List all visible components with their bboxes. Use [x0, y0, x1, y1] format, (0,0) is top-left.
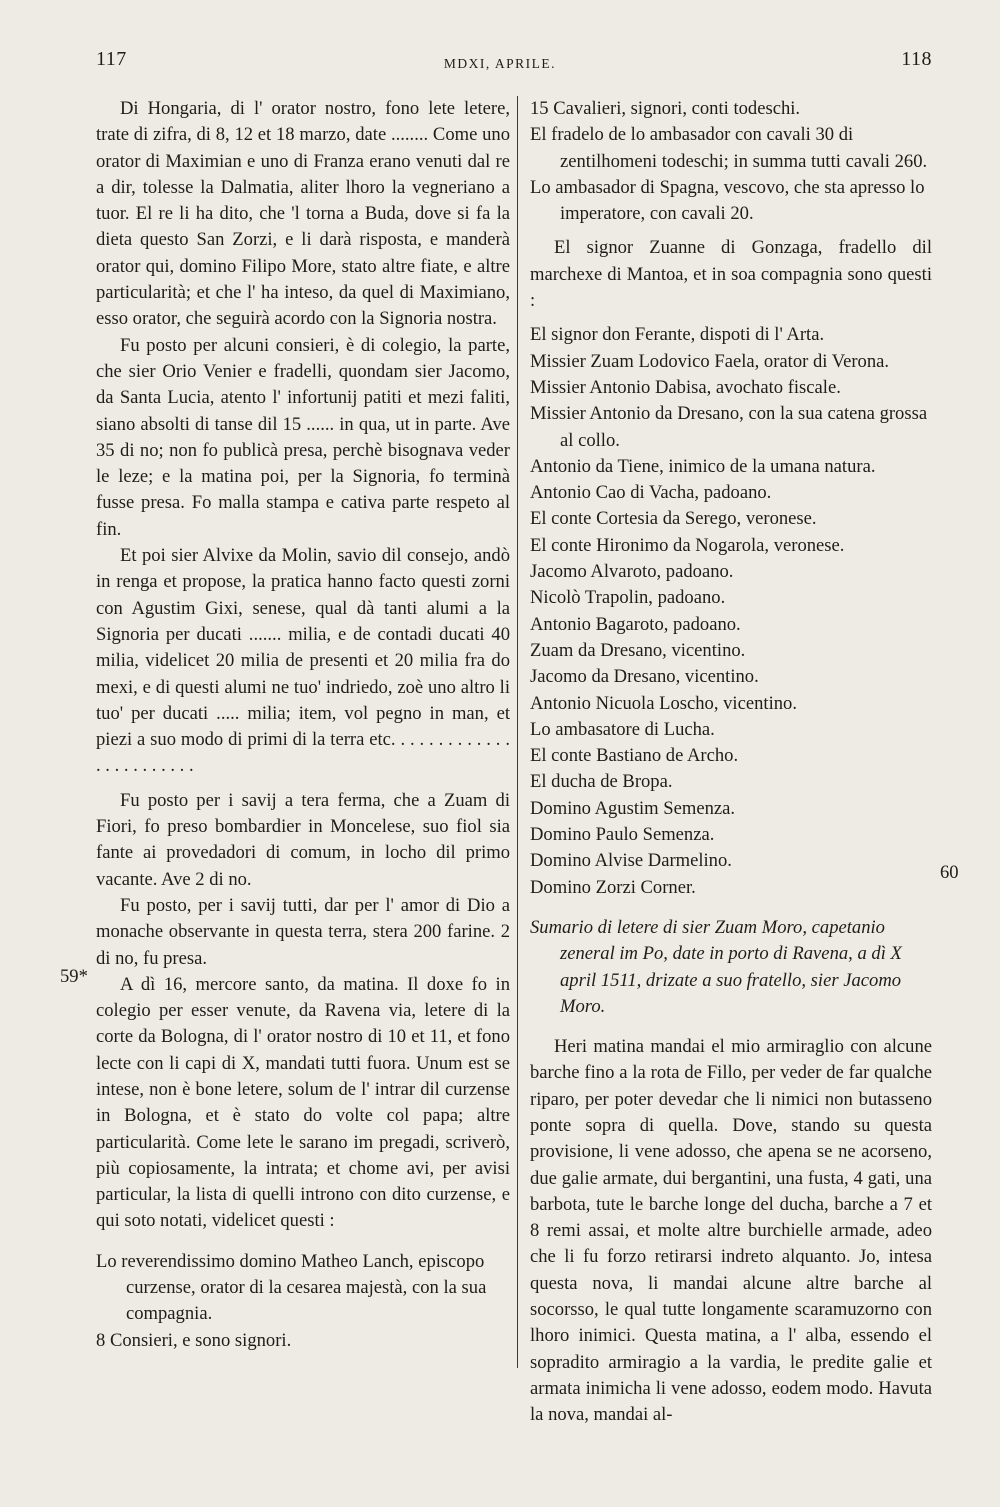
paragraph-gonzaga: El signor Zuanne di Gonzaga, fradello dil marchexe di Mantoa, et in soa compagnia sono questi :	[530, 237, 932, 312]
paragraph-letter: Heri matina mandai el mio armiraglio con alcune barche fino a la rota de Fillo, per veder de far qualche riparo, per poter devedar che li nimici non butasseno ponte sopra di quella. Dove, stando su questa provisione, li vene adosso, che apena se ne acorseno, due galie armate, dui bergantini, una fusta, 4 gati, una barbota, tute le barche longe del ducha, barche a 7 et 8 remi assai, et molte altre burchielle armade, adeo che li fu forzo retirarsi indreto alquanto. Jo, intesa questa nova, li mandai alcune altre barche al socorsso, le qual tutte longamente scaramuzorno con lhoro inimici. Questa matina, a l' alba, essendo el sopradito armiragio a la vardia, le predite galie et armata inimicha li vene adosso, eodem modo. Havuta la nova, mandai al-	[530, 1036, 932, 1426]
list-item: Missier Antonio da Dresano, con la sua catena grossa al collo.	[530, 403, 928, 451]
list-item: Antonio Cao di Vacha, padoano.	[530, 482, 772, 504]
column-divider	[517, 96, 518, 1368]
list-item: Missier Zuam Lodovico Faela, orator di Verona.	[530, 350, 890, 372]
list-item: Missier Antonio Dabisa, avochato fiscale.	[530, 376, 841, 398]
left-column	[96, 96, 510, 1354]
paragraph-mercore-santo: A dì 16, mercore santo, da matina. Il doxe fo in colegio per esser venute, da Ravena via, letere di la corte da Bologna, di l' orator nostro di 10 et 11, et fono lecte con li capi di X, mandati tutti fuora. Unum est se intese, non è bone letere, solum de l' intrar dil curzense in Bologna, et è stato do volte col papa; altre particularità. Come lete le sarano im pregadi, scriverò, più copiosamente, la intrata; et chome avi, per avisi particular, la lista di quelli introno con dito curzense, e qui soto notati, videlicet questi :	[96, 973, 510, 1232]
list-item: Domino Alvise Darmelino.	[530, 850, 732, 872]
list-item: Jacomo da Dresano, vicentino.	[530, 666, 759, 688]
list-item: El signor don Ferante, dispoti di l' Arta.	[530, 324, 825, 346]
list-item-lanch: Lo reverendissimo domino Matheo Lanch, episcopo curzense, orator di la cesarea majestà, con la sua compagnia.	[96, 1250, 487, 1325]
list-item-consieri: 8 Consieri, e sono signori.	[96, 1329, 292, 1351]
paragraph-molin: Et poi sier Alvixe da Molin, savio dil consejo, andò in renga et propose, la pratica hanno facto questi zorni con Agustim Gixi, senese, qual dà tanti alumi a la Signoria per ducati ....... milia, e de contadi ducati 40 milia, videlicet 20 milia de presenti et 20 milia fra do mexi, e di questi alumi ne tuo' indriedo, zoè uno altro li tuo' per ducati ..... milia; item, vol pegno in man, et piezi a suo modo di primi di la terra etc. . . . . . . . . . . . . . . . . . . . . . . .	[96, 545, 510, 777]
right-column	[530, 96, 932, 1429]
list-item: Domino Agustim Semenza.	[530, 797, 736, 819]
list-item: Antonio da Tiene, inimico de la umana natura.	[530, 455, 876, 477]
paragraph-venier: Fu posto per alcuni consieri, è di colegio, la parte, che sier Orio Venier e fradelli, quondam sier Jacomo, da Santa Lucia, atento l' infortunij patiti et mezi faliti, siano absolti di tanse dil 15 ...... in qua, ut in parte. Ave 35 di no; non fo publicà presa, perchè bisognava veder le leze; e la matina poi, per la Signoria, fo terminà fusse presa. Fo malla stampa e cativa parte respeto al fin.	[96, 334, 510, 540]
list-item: El conte Hironimo da Nogarola, veronese.	[530, 534, 845, 556]
paragraph-monache: Fu posto, per i savij tutti, dar per l' amor di Dio a monache observante in questa terra, stera 200 farine. 2 di no, fu presa.	[96, 894, 510, 969]
list-item: Domino Paulo Semenza.	[530, 824, 715, 846]
paragraph-fiori: Fu posto per i savij a tera ferma, che a Zuam di Fiori, fo preso bombardier in Moncelese, suo fiol sia fante ai provedadori di comum, in locho dil primo vacante. Ave 2 di no.	[96, 789, 510, 890]
list-item: Domino Zorzi Corner.	[530, 876, 696, 898]
running-header: MDXI, APRILE.	[443, 56, 557, 71]
list-item: Antonio Bagaroto, padoano.	[530, 613, 741, 635]
margin-note-right: 60	[940, 862, 959, 883]
list-item: Zuam da Dresano, vicentino.	[530, 639, 746, 661]
paragraph-hongaria: Di Hongaria, di l' orator nostro, fono lete letere, trate di zifra, di 8, 12 et 18 marzo, date ........ Come uno orator di Maximian e uno di Franza erano venuti dal re a dir, tolesse la Dalmatia, aliter lhoro la vegneriano a tuor. El re li ha dito, che 'l torna a Buda, dove si fa la dieta questo San Zorzi, e li darà risposta, e manderà orator qui, domino Filipo More, stato altre fiate, e altre particularità; et che l' ha inteso, da quel di Maximiano, esso orator, che seguirà acordo con la Signoria nostra.	[96, 98, 510, 330]
page-number-left: 117	[96, 48, 127, 70]
list-item: El fradelo de lo ambasador con cavali 30 di zentilhomeni todeschi; in summa tutti cavali 260.	[530, 124, 928, 172]
page-number-right: 118	[901, 48, 932, 70]
list-item: El conte Cortesia da Serego, veronese.	[530, 508, 817, 530]
summary-title: Sumario di letere di sier Zuam Moro, capetanio zeneral im Po, date in porto di Ravena, a dì X april 1511, drizate a suo fratello, sier Jacomo Moro.	[530, 916, 902, 1017]
list-item: Lo ambasador di Spagna, vescovo, che sta apresso lo imperatore, con cavali 20.	[530, 176, 925, 225]
list-item: Lo ambasatore di Lucha.	[530, 718, 715, 740]
list-item: Antonio Nicuola Loscho, vicentino.	[530, 692, 797, 714]
margin-note-left: 59*	[60, 966, 88, 987]
list-item: El ducha de Bropa.	[530, 771, 673, 793]
list-item: Nicolò Trapolin, padoano.	[530, 587, 726, 609]
list-item: Jacomo Alvaroto, padoano.	[530, 561, 734, 583]
list-item: El conte Bastiano de Archo.	[530, 745, 739, 767]
list-item: 15 Cavalieri, signori, conti todeschi.	[530, 98, 801, 119]
